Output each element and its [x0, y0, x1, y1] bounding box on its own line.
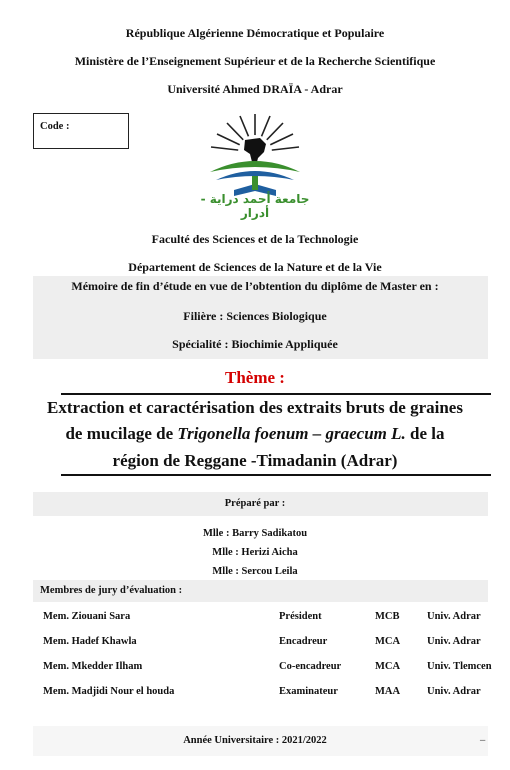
jury-univ-1: Univ. Adrar	[427, 611, 481, 622]
footer-mark: –	[480, 735, 486, 746]
theme-label: Thème :	[225, 368, 285, 387]
jury-grade-1: MCB	[375, 611, 400, 622]
university-line: Université Ahmed DRAÏA - Adrar	[167, 82, 343, 96]
student-2: Mlle : Herizi Aicha	[212, 547, 298, 558]
jury-name-3: Mem. Mkedder Ilham	[43, 661, 143, 672]
jury-label: Membres de jury d’évaluation :	[40, 585, 183, 596]
jury-name-4: Mem. Madjidi Nour el houda	[43, 686, 175, 697]
theme-title-line-1: Extraction et caractérisation des extraits bruts de graines	[47, 398, 463, 417]
jury-univ-2: Univ. Adrar	[427, 636, 481, 647]
memoire-line: Mémoire de fin d’étude en vue de l’obtention du diplôme de Master en :	[71, 279, 439, 293]
jury-univ-4: Univ. Adrar	[427, 686, 481, 697]
faculty-line: Faculté des Sciences et de la Technologie	[151, 232, 359, 246]
jury-role-3: Co-encadreur	[279, 661, 342, 672]
code-box	[33, 113, 129, 149]
theme-title-line-2-suffix: de la	[405, 424, 445, 443]
filiere-line: Filière : Sciences Biologique	[183, 309, 327, 323]
jury-role-2: Encadreur	[279, 636, 328, 647]
jury-grade-4: MAA	[375, 686, 401, 697]
theme-bottom-rule	[61, 474, 491, 476]
academic-year: Année Universitaire : 2021/2022	[183, 735, 327, 746]
code-label: Code :	[40, 121, 70, 132]
theme-top-rule	[61, 393, 491, 395]
theme-title-line-3: région de Reggane -Timadanin (Adrar)	[112, 451, 398, 470]
jury-name-2: Mem. Hadef Khawla	[43, 636, 137, 647]
theme-title-line-2	[0, 424, 510, 444]
jury-univ-3: Univ. Tlemcen	[427, 661, 492, 672]
jury-grade-3: MCA	[375, 661, 401, 672]
theme-title-line-2-prefix: de mucilage de	[65, 424, 178, 443]
republic-line: République Algérienne Démocratique et Populaire	[125, 26, 385, 40]
jury-role-1: Président	[279, 611, 322, 622]
species-name: Trigonella foenum – graecum L.	[177, 424, 406, 443]
jury-grade-2: MCA	[375, 636, 401, 647]
jury-role-4: Examinateur	[279, 686, 338, 697]
jury-name-1: Mem. Ziouani Sara	[43, 611, 131, 622]
student-1: Mlle : Barry Sadikatou	[202, 528, 308, 539]
department-line: Département de Sciences de la Nature et de la Vie	[128, 260, 382, 274]
ministry-line: Ministère de l’Enseignement Supérieur et de la Recherche Scientifique	[74, 54, 436, 68]
logo-caption: جامعة أحمد دراية - أدرار	[200, 192, 310, 220]
prepared-label: Préparé par :	[224, 498, 286, 509]
student-3: Mlle : Sercou Leila	[212, 566, 298, 577]
specialite-line: Spécialité : Biochimie Appliquée	[172, 337, 338, 351]
